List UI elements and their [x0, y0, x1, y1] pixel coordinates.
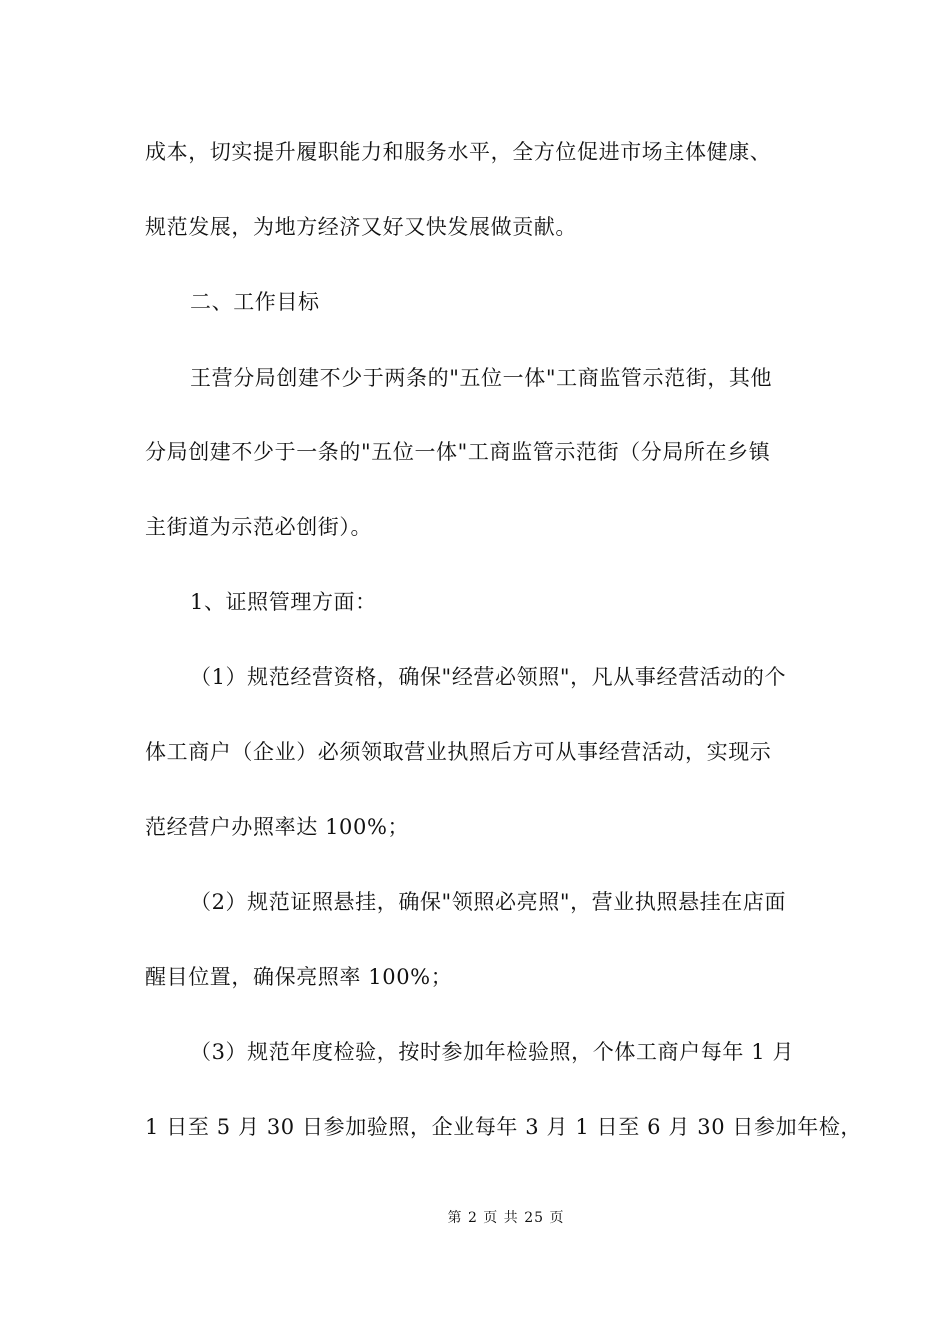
- subsection-heading: 1、证照管理方面：: [190, 590, 377, 614]
- text-line: 分局创建不少于一条的"五位一体"工商监管示范街（分局所在乡镇: [145, 440, 771, 464]
- text-line: （1）规范经营资格，确保"经营必领照"，凡从事经营活动的个: [190, 665, 787, 689]
- text-line: （3）规范年度检验，按时参加年检验照，个体工商户每年 1 月: [190, 1040, 795, 1064]
- section-heading: 二、工作目标: [190, 290, 320, 314]
- text-line: 规范发展，为地方经济又好又快发展做贡献。: [145, 215, 577, 239]
- page-number-footer: 第 2 页 共 25 页: [447, 1210, 565, 1226]
- text-line: （2）规范证照悬挂，确保"领照必亮照"，营业执照悬挂在店面: [190, 890, 787, 914]
- text-line: 范经营户办照率达 100%；: [145, 815, 410, 839]
- text-line: 醒目位置，确保亮照率 100%；: [145, 965, 453, 989]
- text-line: 王营分局创建不少于两条的"五位一体"工商监管示范街，其他: [190, 366, 773, 390]
- text-line: 1 日至 5 月 30 日参加验照，企业每年 3 月 1 日至 6 月 30 日参加年检，: [145, 1115, 863, 1139]
- text-line: 主街道为示范必创街）。: [145, 515, 373, 539]
- text-line: 体工商户（企业）必须领取营业执照后方可从事经营活动，实现示: [145, 740, 772, 764]
- text-line: 成本，切实提升履职能力和服务水平，全方位促进市场主体健康、: [145, 140, 772, 164]
